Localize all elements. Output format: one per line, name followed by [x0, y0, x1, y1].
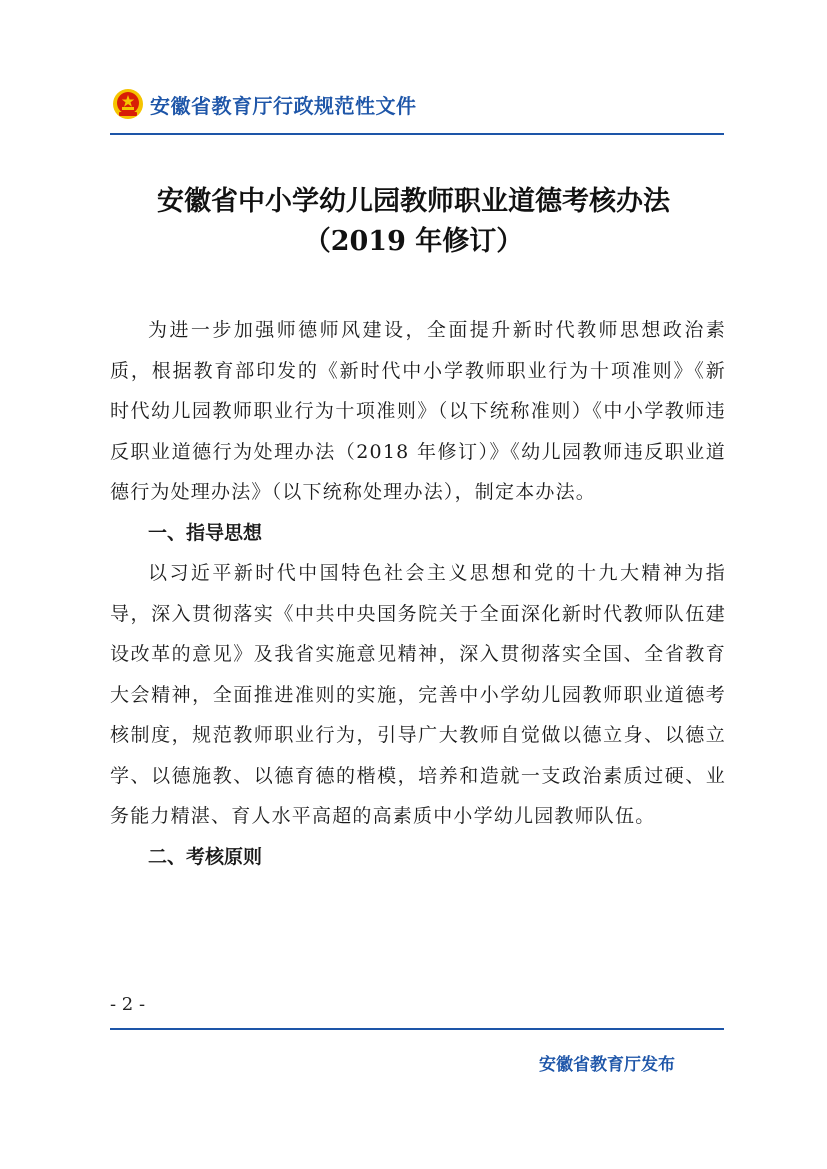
national-emblem-icon: [112, 88, 144, 120]
header-divider: [110, 133, 724, 135]
document-subtitle: （2019 年修订）: [303, 226, 524, 257]
publisher-label: 安徽省教育厅发布: [539, 1055, 675, 1075]
section-heading-assessment-principles: 二、考核原则: [148, 845, 263, 868]
page-number: - 2 -: [110, 994, 146, 1015]
document-title-block: [0, 182, 827, 262]
footer-divider: [110, 1028, 724, 1030]
intro-paragraph: 为进一步加强师德师风建设，全面提升新时代教师思想政治素质，根据教育部印发的《新时代中小学教师职业行为十项准则》《新时代幼儿园教师职业行为十项准则》（以下统称准则）《中小学教师违反职业道德行为处理办法（2018 年修订）》《幼儿园教师违反职业道德行为处理办法》（以下统称处理办法），制定本办法。: [110, 319, 726, 503]
guiding-ideology-paragraph: 以习近平新时代中国特色社会主义思想和党的十九大精神为指导，深入贯彻落实《中共中央国务院关于全面深化新时代教师队伍建设改革的意见》及我省实施意见精神，深入贯彻落实全国、全省教育大会精神，全面推进准则的实施，完善中小学幼儿园教师职业道德考核制度，规范教师职业行为，引导广大教师自觉做以德立身、以德立学、以德施教、以德育德的楷模，培养和造就一支政治素质过硬、业务能力精湛、育人水平高超的高素质中小学幼儿园教师队伍。: [110, 562, 726, 827]
document-body: [110, 310, 726, 877]
document-header: [112, 88, 417, 120]
document-title: 安徽省中小学幼儿园教师职业道德考核办法: [157, 186, 670, 217]
header-title: 安徽省教育厅行政规范性文件: [150, 93, 417, 118]
section-heading-guiding-ideology: 一、指导思想: [148, 521, 263, 544]
